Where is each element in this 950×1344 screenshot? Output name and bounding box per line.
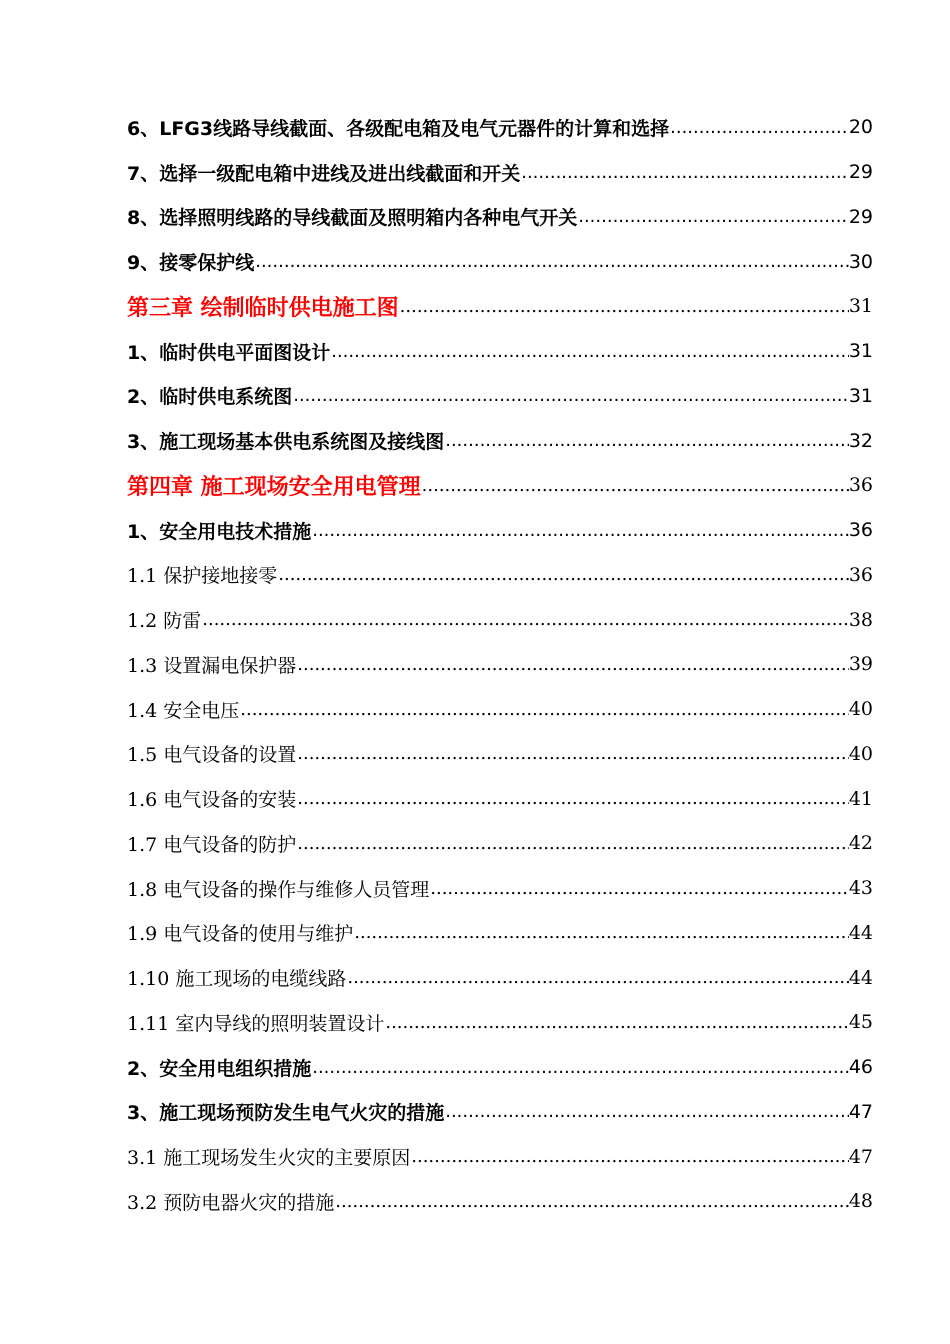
dot-leader (297, 743, 849, 764)
toc-entry[interactable] (127, 195, 873, 240)
toc-entry-page: 36 (848, 474, 873, 497)
toc-entry[interactable] (127, 329, 873, 374)
toc-entry-label: 1.1 保护接地接零 (127, 565, 278, 588)
toc-entry-page: 41 (848, 787, 873, 810)
toc-entry[interactable] (127, 374, 873, 419)
toc-entry-label: 1、安全用电技术措施 (127, 520, 312, 543)
toc-entry-page: 46 (848, 1056, 873, 1079)
toc-subentry[interactable] (127, 866, 873, 911)
toc-entry-page: 40 (848, 742, 873, 765)
toc-entry[interactable] (127, 1090, 873, 1135)
toc-entry-label: 9、接零保护线 (127, 252, 255, 275)
toc-entry-label: 1.2 防雷 (127, 610, 202, 633)
toc-entry-page: 43 (848, 877, 873, 900)
toc-subentry[interactable] (127, 1000, 873, 1045)
dot-leader (297, 833, 849, 854)
dot-leader (297, 788, 849, 809)
toc-subentry[interactable] (127, 821, 873, 866)
dot-leader (385, 1012, 848, 1033)
toc-entry-label: 3.2 预防电器火灾的措施 (127, 1191, 335, 1214)
toc-entry-label: 1.10 施工现场的电缆线路 (127, 968, 347, 991)
dot-leader (578, 206, 849, 227)
toc-entry-page: 31 (848, 384, 873, 407)
toc-entry-page: 32 (848, 429, 873, 452)
toc-entry-label: 1.9 电气设备的使用与维护 (127, 923, 354, 946)
toc-entry-label: 1.5 电气设备的设置 (127, 744, 297, 767)
toc-entry[interactable] (127, 1045, 873, 1090)
dot-leader (202, 609, 849, 630)
toc-entry-page: 47 (848, 1100, 873, 1123)
toc-entry-page: 30 (848, 250, 873, 273)
toc-subentry[interactable] (127, 553, 873, 598)
toc-entry-page: 29 (848, 161, 873, 184)
toc-subentry[interactable] (127, 687, 873, 732)
toc-subentry[interactable] (127, 732, 873, 777)
dot-leader (293, 385, 849, 406)
toc-entry-page: 48 (848, 1190, 873, 1213)
toc-chapter-label: 第三章 绘制临时供电施工图 (127, 295, 399, 321)
dot-leader (278, 564, 849, 585)
toc-entry-page: 38 (848, 608, 873, 631)
dot-leader (240, 699, 849, 720)
toc-entry[interactable] (127, 508, 873, 553)
toc-entry-page: 31 (848, 295, 873, 318)
toc-entry-page: 40 (848, 698, 873, 721)
toc-subentry[interactable] (127, 1134, 873, 1179)
toc-entry-label: 6、LFG3线路导线截面、各级配电箱及电气元器件的计算和选择 (127, 117, 670, 140)
toc-entry-label: 8、选择照明线路的导线截面及照明箱内各种电气开关 (127, 207, 578, 230)
toc-entry-page: 36 (848, 519, 873, 542)
dot-leader (354, 922, 849, 943)
toc-entry[interactable] (127, 418, 873, 463)
toc-entry-page: 36 (848, 563, 873, 586)
dot-leader (411, 1146, 849, 1167)
toc-entry[interactable] (127, 105, 873, 150)
toc-entry-page: 44 (848, 921, 873, 944)
toc-entry-label: 1.4 安全电压 (127, 699, 240, 722)
toc-chapter-heading[interactable] (127, 284, 873, 329)
toc-entry-page: 29 (848, 205, 873, 228)
toc-entry-label: 1.3 设置漏电保护器 (127, 654, 297, 677)
dot-leader (670, 117, 849, 138)
dot-leader (347, 967, 848, 988)
dot-leader (445, 1101, 849, 1122)
toc-entry-page: 20 (848, 116, 873, 139)
toc-entry-page: 44 (848, 966, 873, 989)
toc-chapter-label: 第四章 施工现场安全用电管理 (127, 474, 421, 500)
toc-entry-page: 45 (848, 1011, 873, 1034)
toc-entry-label: 1.8 电气设备的操作与维修人员管理 (127, 878, 430, 901)
toc-subentry[interactable] (127, 1179, 873, 1224)
dot-leader (521, 162, 849, 183)
toc-entry-label: 3、施工现场基本供电系统图及接线图 (127, 431, 445, 454)
dot-leader (312, 1057, 849, 1078)
toc-entry-label: 1.11 室内导线的照明装置设计 (127, 1012, 385, 1035)
toc-entry-label: 2、安全用电组织措施 (127, 1057, 312, 1080)
toc-subentry[interactable] (127, 911, 873, 956)
dot-leader (255, 251, 849, 272)
dot-leader (312, 520, 849, 541)
toc-entry-label: 3.1 施工现场发生火灾的主要原因 (127, 1147, 411, 1170)
toc-entry-page: 47 (848, 1145, 873, 1168)
toc-entry-page: 42 (848, 832, 873, 855)
toc-subentry[interactable] (127, 642, 873, 687)
toc-entry[interactable] (127, 239, 873, 284)
toc-entry-page: 31 (848, 340, 873, 363)
dot-leader (422, 475, 849, 496)
toc-entry-label: 1、临时供电平面图设计 (127, 341, 331, 364)
toc-entry-label: 1.7 电气设备的防护 (127, 833, 297, 856)
dot-leader (331, 341, 849, 362)
toc-subentry[interactable] (127, 597, 873, 642)
toc-entry-label: 1.6 电气设备的安装 (127, 789, 297, 812)
dot-leader (445, 430, 849, 451)
table-of-contents (127, 105, 873, 1224)
toc-chapter-heading[interactable] (127, 463, 873, 508)
toc-entry-page: 39 (848, 653, 873, 676)
toc-entry-label: 2、临时供电系统图 (127, 386, 293, 409)
dot-leader (430, 878, 849, 899)
dot-leader (335, 1191, 849, 1212)
toc-subentry[interactable] (127, 776, 873, 821)
toc-entry[interactable] (127, 150, 873, 195)
dot-leader (400, 296, 849, 317)
toc-entry-label: 3、施工现场预防发生电气火灾的措施 (127, 1102, 445, 1125)
dot-leader (297, 654, 849, 675)
toc-subentry[interactable] (127, 955, 873, 1000)
toc-entry-label: 7、选择一级配电箱中进线及进出线截面和开关 (127, 162, 521, 185)
